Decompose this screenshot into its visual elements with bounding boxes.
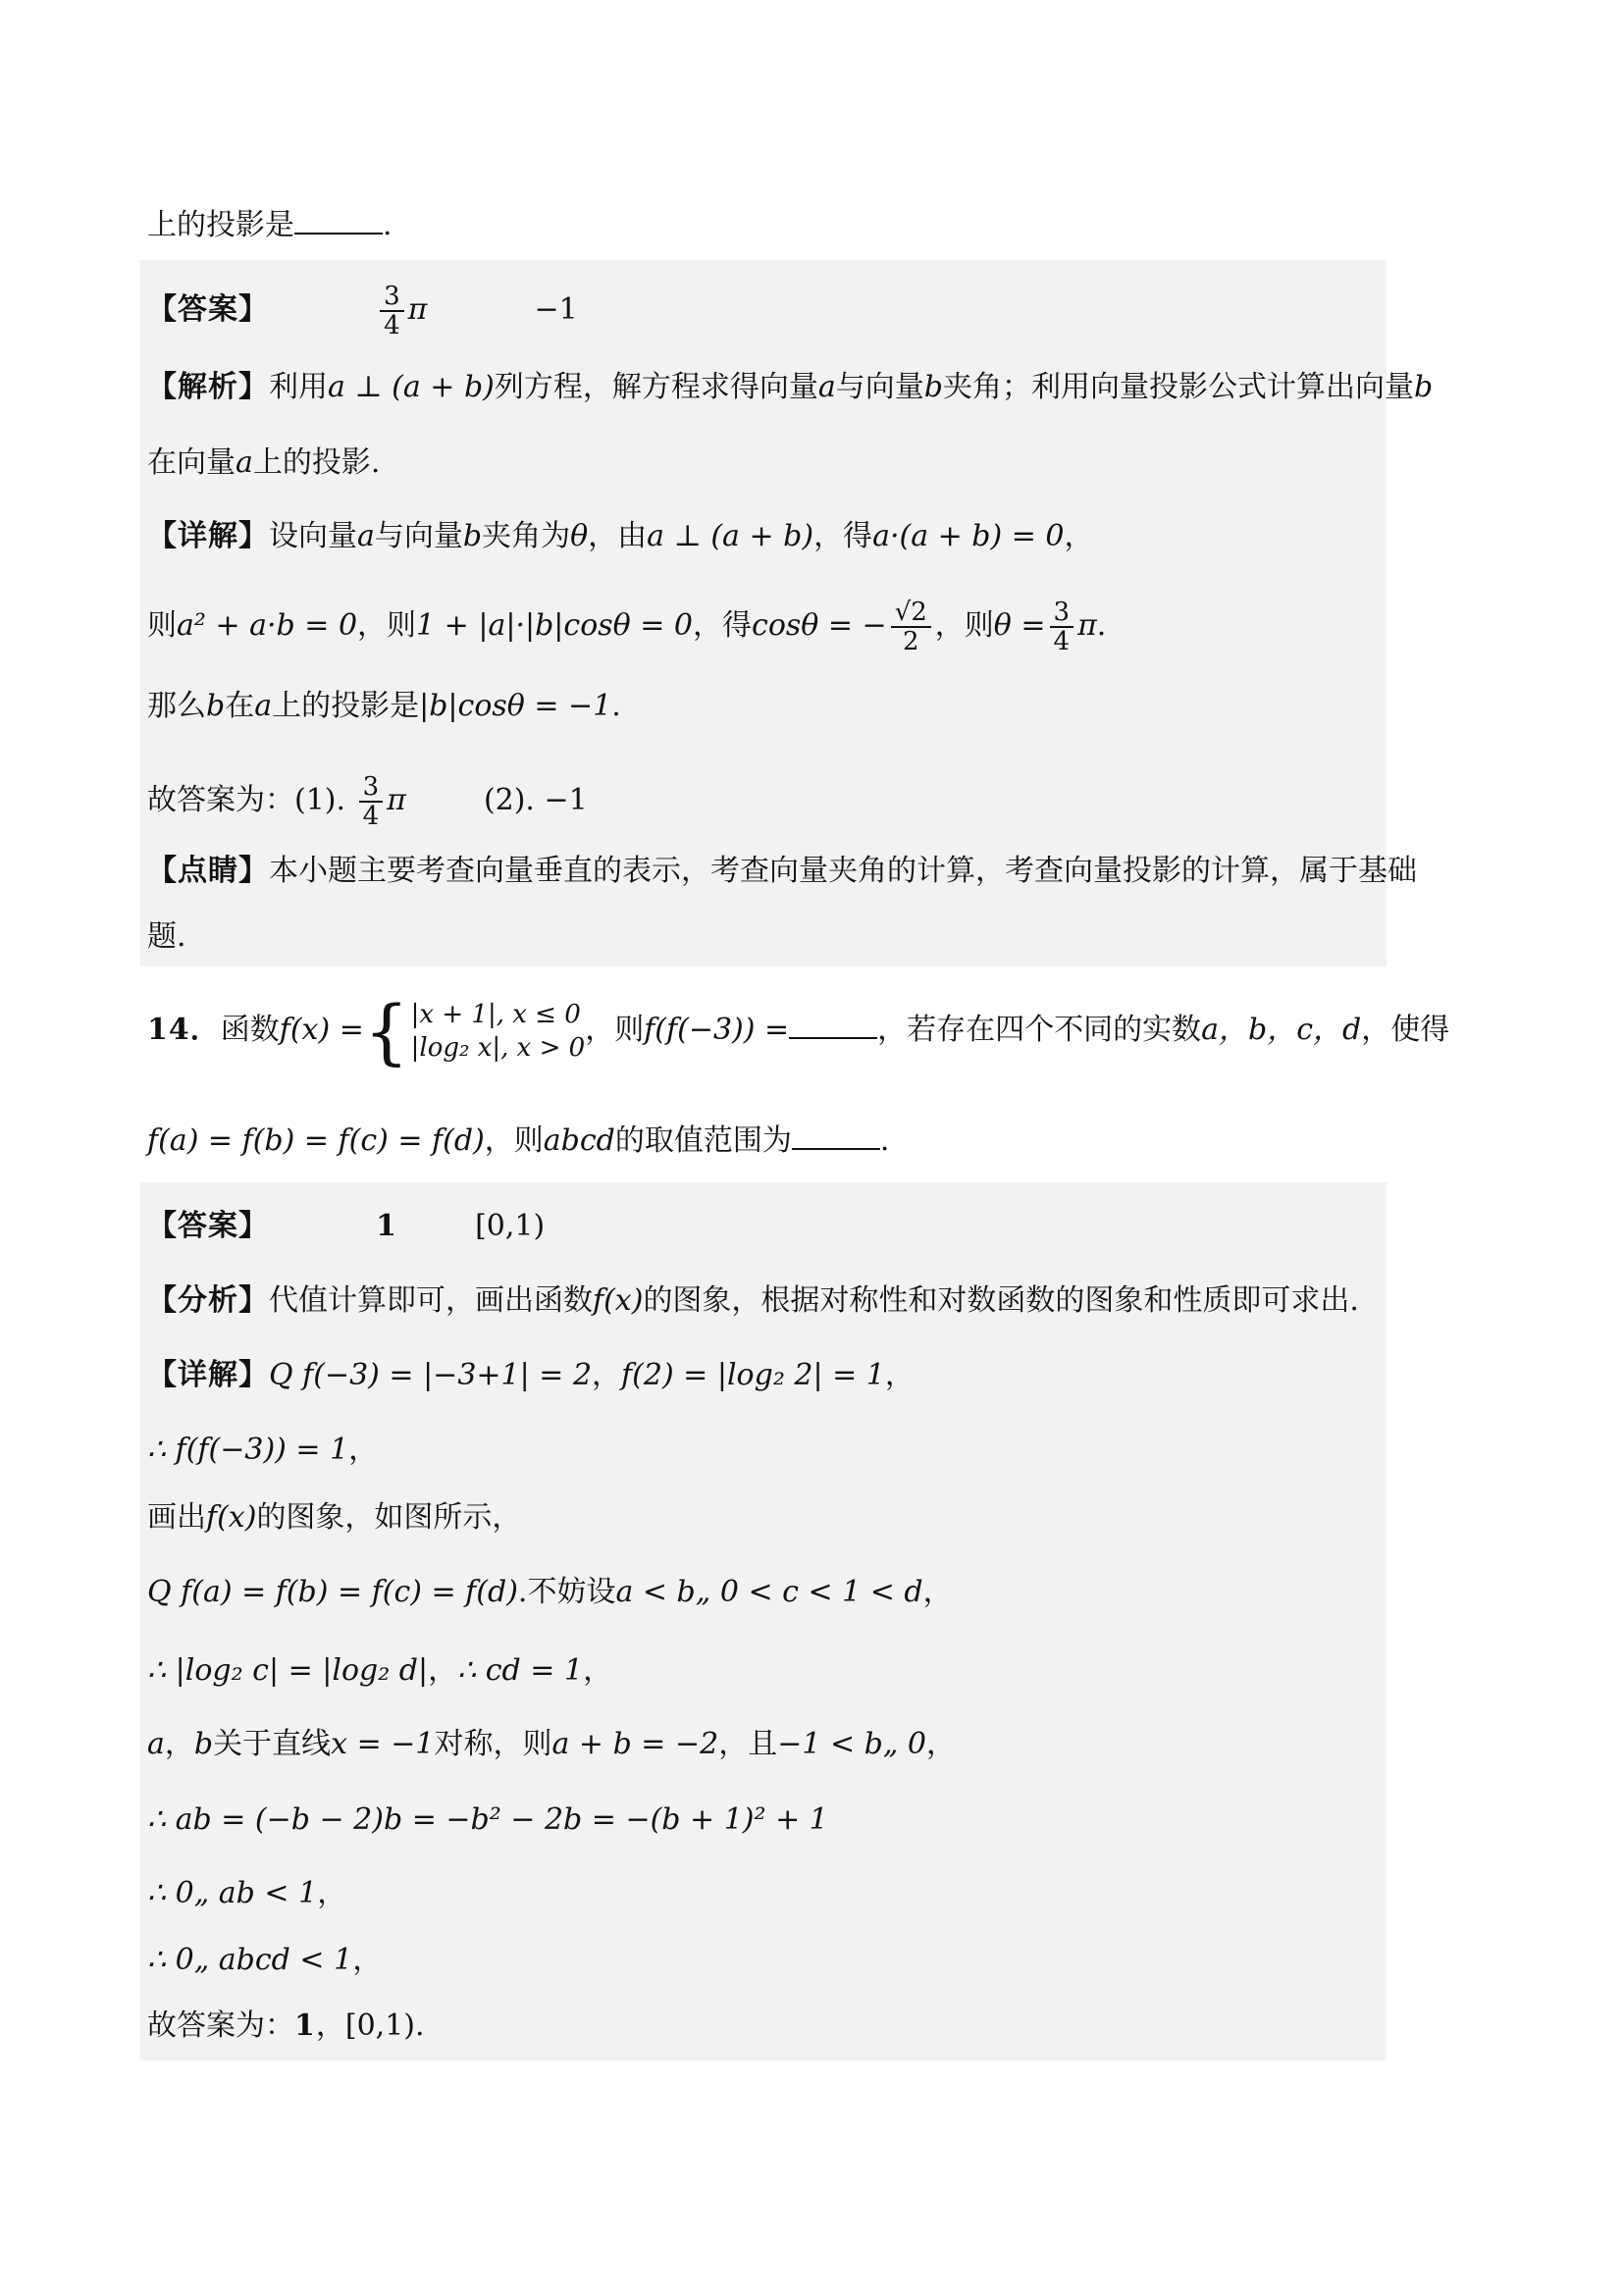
- piecewise-cases: |x + 1|, x ≤ 0 |log₂ x|, x > 0: [410, 1000, 586, 1063]
- answer-label: 【答案】: [147, 292, 269, 327]
- answer-1-pi: π: [407, 292, 428, 327]
- q14-question-line2: f(a) = f(b) = f(c) = f(d)，则abcd的取值范围为 .: [147, 1123, 890, 1158]
- q14-detail-line8: ∴ 0„ ab < 1，: [147, 1876, 347, 1910]
- analysis-label: 【解析】: [147, 370, 269, 404]
- q13-detail-line1: 【详解】设向量a与向量b夹角为θ，由a ⊥ (a + b)，得a·(a + b) = 0，: [147, 519, 1094, 553]
- q13-final-answer: 故答案为：(1). $\frac{3}{4}$ π (2). −1: [147, 772, 588, 831]
- q13-analysis-line2: 在向量a上的投影.: [147, 445, 381, 480]
- answer-1-fraction: $\frac{3}{4}$: [380, 283, 404, 339]
- q13-tail: [147, 206, 393, 245]
- q14-analysis: 【分析】代值计算即可，画出函数f(x)的图象，根据对称性和对数函数的图象和性质即可求出.: [147, 1283, 1359, 1318]
- question-number: 14．: [147, 1013, 221, 1047]
- detail-label: 【详解】: [147, 1358, 269, 1392]
- q14-detail-line5: ∴ |log₂ c| = |log₂ d|，∴ cd = 1，: [147, 1653, 613, 1688]
- q14-question-line1: 14．函数f(x) ={ |x + 1|, x ≤ 0 |log₂ x|, x > 0 ，则f(f(−3)) = ，若存在四个不同的实数a，b，c，d，使得: [147, 990, 1450, 1072]
- q14-detail-line3: 画出f(x)的图象，如图所示，: [147, 1500, 522, 1535]
- fraction-sqrt2-over-2: $\frac{√2}{2}$: [891, 599, 931, 655]
- answer-label: 【答案】: [147, 1209, 269, 1243]
- detail-label: 【详解】: [147, 519, 269, 553]
- q14-detail-line9: ∴ 0„ abcd < 1，: [147, 1943, 383, 1977]
- answer-2: −1: [534, 292, 578, 327]
- piecewise-brace: {: [363, 990, 409, 1072]
- q13-comment-line1: 【点睛】本小题主要考查向量垂直的表示，考查向量夹角的计算，考查向量投影的计算，属于基础: [147, 854, 1417, 888]
- q13-analysis-line1: 【解析】利用a ⊥ (a + b)列方程，解方程求得向量a与向量b夹角；利用向量投影公式计算出向量b: [147, 370, 1434, 404]
- comment-label: 【点睛】: [147, 854, 269, 888]
- answer-blank: [789, 1012, 877, 1039]
- q14-detail-line6: a，b关于直线x = −1对称，则a + b = −2，且−1 < b„ 0，: [147, 1727, 957, 1761]
- q14-answer: 【答案】 1 [0,1): [147, 1209, 546, 1243]
- q14-final-answer: 故答案为：1，[0,1).: [147, 2009, 425, 2043]
- q14-detail-line4: Q f(a) = f(b) = f(c) = f(d).不妨设a < b„ 0 < c < 1 < d，: [147, 1575, 953, 1609]
- q13-tail-end: .: [383, 208, 393, 242]
- answer-blank: [792, 1122, 880, 1150]
- answer-blank: [294, 207, 383, 235]
- q13-tail-text: 上的投影是: [147, 208, 294, 242]
- q13-answer: [147, 283, 578, 339]
- q13-comment-line2: 题.: [147, 919, 186, 954]
- q13-detail-line2: 则a² + a·b = 0，则1 + |a|·|b|cosθ = 0，得cosθ = − $\frac{√2}{2}$ ，则θ = $\frac{3}{4}$ π.: [147, 598, 1107, 656]
- q14-detail-line1: 【详解】Q f(−3) = |−3+1| = 2，f(2) = |log₂ 2| = 1，: [147, 1358, 915, 1392]
- q14-detail-line2: ∴ f(f(−3)) = 1，: [147, 1433, 379, 1467]
- q13-detail-line3: 那么b在a上的投影是|b|cosθ = −1.: [147, 689, 621, 723]
- final-fraction: $\frac{3}{4}$: [359, 773, 384, 830]
- q14-detail-line7: ∴ ab = (−b − 2)b = −b² − 2b = −(b + 1)² + 1: [147, 1802, 828, 1837]
- fraction-3-over-4: $\frac{3}{4}$: [1050, 599, 1074, 655]
- analysis-label: 【分析】: [147, 1283, 269, 1318]
- math-perp: a ⊥ (a + b): [328, 370, 495, 404]
